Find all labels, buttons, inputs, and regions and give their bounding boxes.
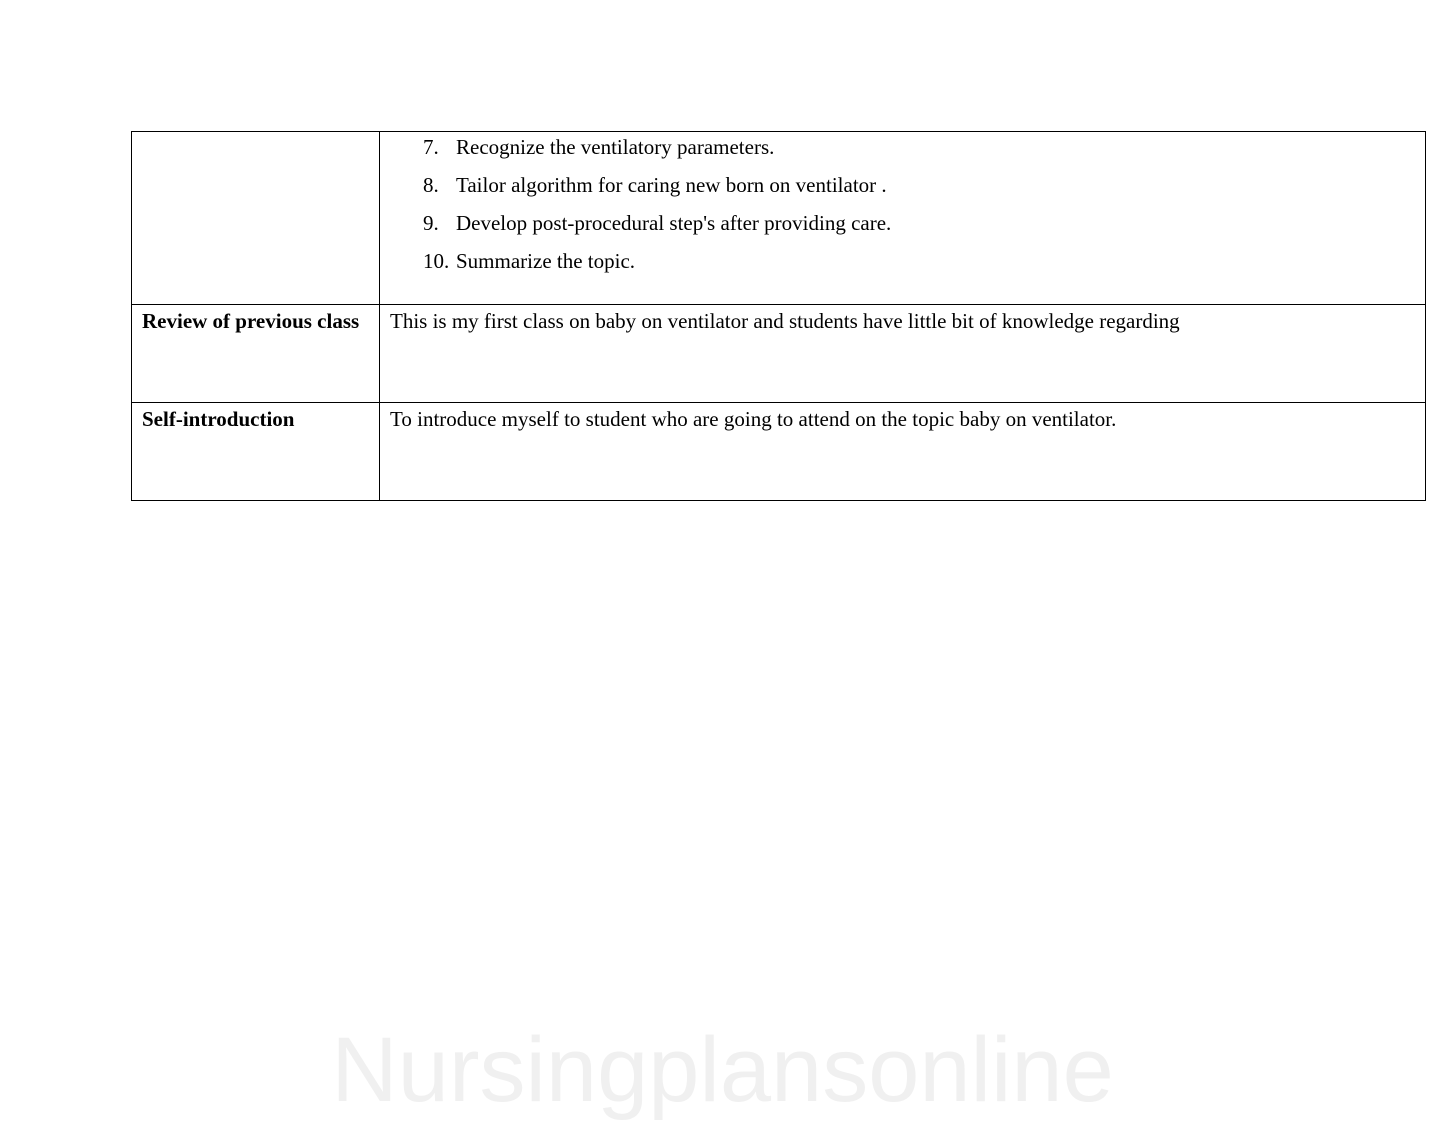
self-introduction-label: Self-introduction [132, 403, 380, 501]
review-text: This is my first class on baby on ventilator and students have little bit of knowledge regarding [380, 305, 1426, 403]
objective-item [423, 134, 1425, 172]
objective-item [423, 210, 1425, 248]
self-introduction-row [132, 403, 1426, 501]
objective-number: 10. [423, 249, 450, 273]
objective-text: Recognize the ventilatory parameters. [456, 135, 775, 159]
review-label: Review of previous class [132, 305, 380, 403]
objectives-label-cell [132, 132, 380, 305]
objectives-list [380, 132, 1425, 286]
objective-text: Summarize the topic. [456, 249, 636, 273]
watermark: Nursingplansonline [331, 1019, 1114, 1121]
objective-item [423, 172, 1425, 210]
objectives-row [132, 132, 1426, 305]
objective-number: 8. [423, 173, 439, 197]
self-introduction-text: To introduce myself to student who are going to attend on the topic baby on ventilator. [380, 403, 1426, 501]
objective-number: 9. [423, 211, 439, 235]
review-row [132, 305, 1426, 403]
objectives-content-cell [380, 132, 1426, 305]
objective-number: 7. [423, 135, 439, 159]
objective-item [423, 248, 1425, 286]
lesson-plan-table [131, 131, 1426, 501]
objective-text: Develop post-procedural step's after providing care. [456, 211, 892, 235]
objective-text: Tailor algorithm for caring new born on ventilator . [456, 173, 887, 197]
